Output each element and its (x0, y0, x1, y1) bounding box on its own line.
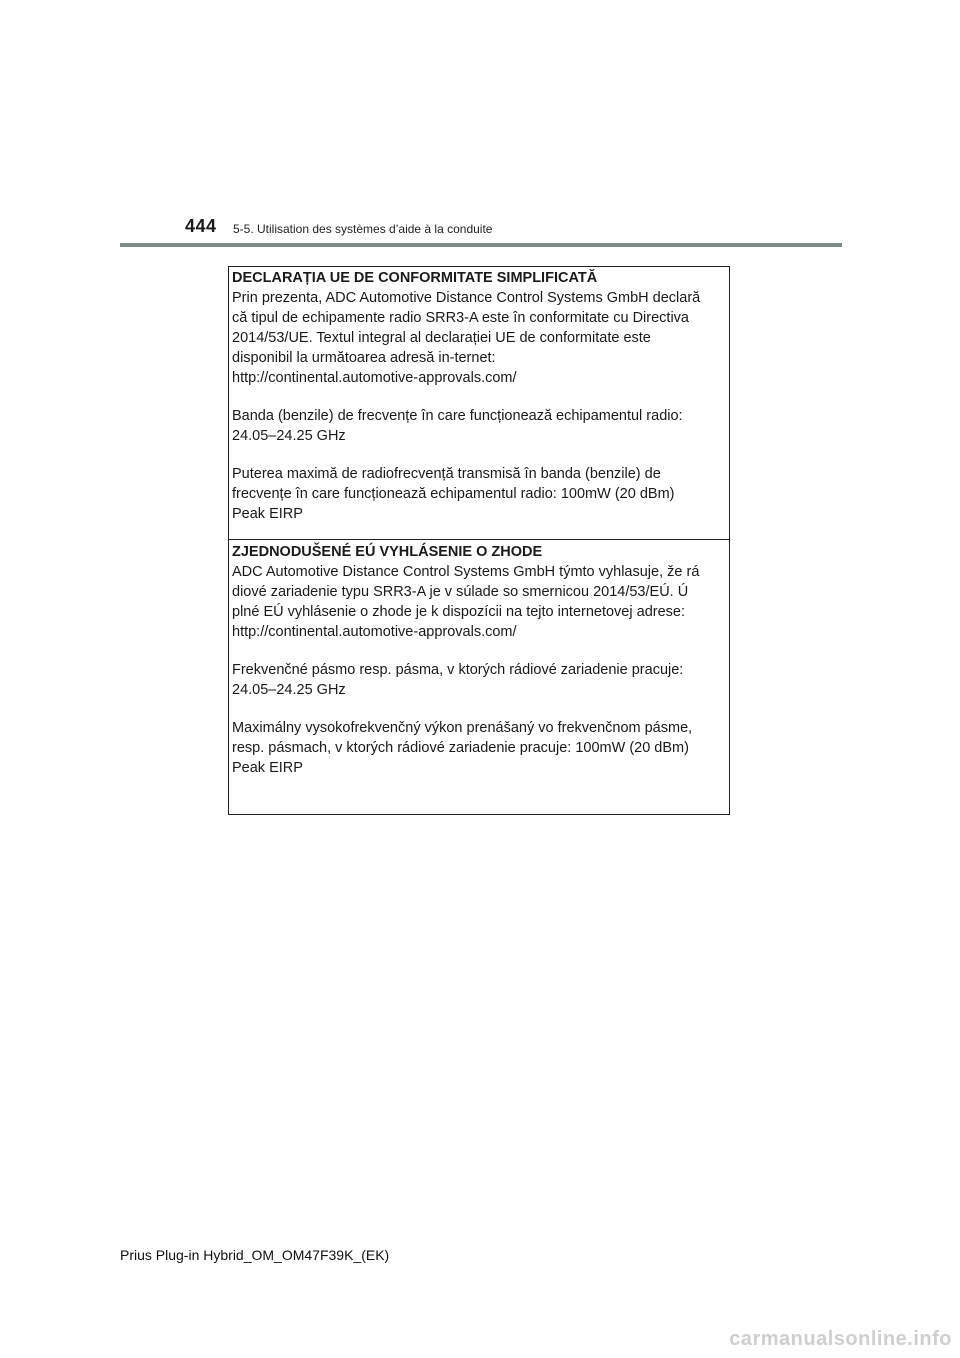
watermark: carmanualsonline.info (729, 1328, 952, 1350)
panel-paragraph: Maximálny vysokofrekvenčný výkon prenášaný vo frekvenčnom pásme, resp. pásmach, v ktorých rádiové zariadenie pracuje: 100mW (20 dBm) Peak EIRP (232, 720, 693, 776)
declaration-box (228, 266, 730, 815)
footer-model-code: Prius Plug-in Hybrid_OM_OM47F39K_(EK) (120, 1247, 390, 1263)
panel-heading: DECLARAȚIA UE DE CONFORMITATE SIMPLIFICATĂ (232, 270, 598, 286)
panel-paragraph: ADC Automotive Distance Control Systems GmbH týmto vyhlasuje, že rá diové zariadenie typu SRR3-A je v súlade so smernicou 2014/53/EÚ. Ú plné EÚ vyhlásenie o zhode je k dispozícii na tejto internetovej adrese: http://continental.automotive-approvals.com/ (232, 564, 700, 640)
section-title: 5-5. Utilisation des systèmes d’aide à la conduite (233, 222, 493, 236)
panel-paragraph: Prin prezenta, ADC Automotive Distance Control Systems GmbH declară că tipul de echipamente radio SRR3-A este în conformitate cu Directiva 2014/53/UE. Textul integral al declarației UE de conformitate este disponibil la următoarea adresă in-ternet: http://continental.automotive-approvals.com/ (232, 290, 701, 386)
panel-paragraph: Banda (benzile) de frecvențe în care funcționează echipamentul radio: 24.05–24.25 GHz (232, 408, 683, 444)
panel-paragraph: Frekvenčné pásmo resp. pásma, v ktorých rádiové zariadenie pracuje: 24.05–24.25 GHz (232, 662, 684, 698)
panel-heading: ZJEDNODUŠENÉ EÚ VYHLÁSENIE O ZHODE (232, 544, 543, 560)
panel-paragraph: Puterea maximă de radiofrecvență transmisă în banda (benzile) de frecvențe în care funcționează echipamentul radio: 100mW (20 dBm) Peak EIRP (232, 466, 675, 522)
declaration-panel-romanian (229, 267, 729, 540)
header-divider (120, 243, 842, 247)
page-number: 444 (185, 216, 217, 236)
declaration-panel-slovak (229, 541, 729, 815)
